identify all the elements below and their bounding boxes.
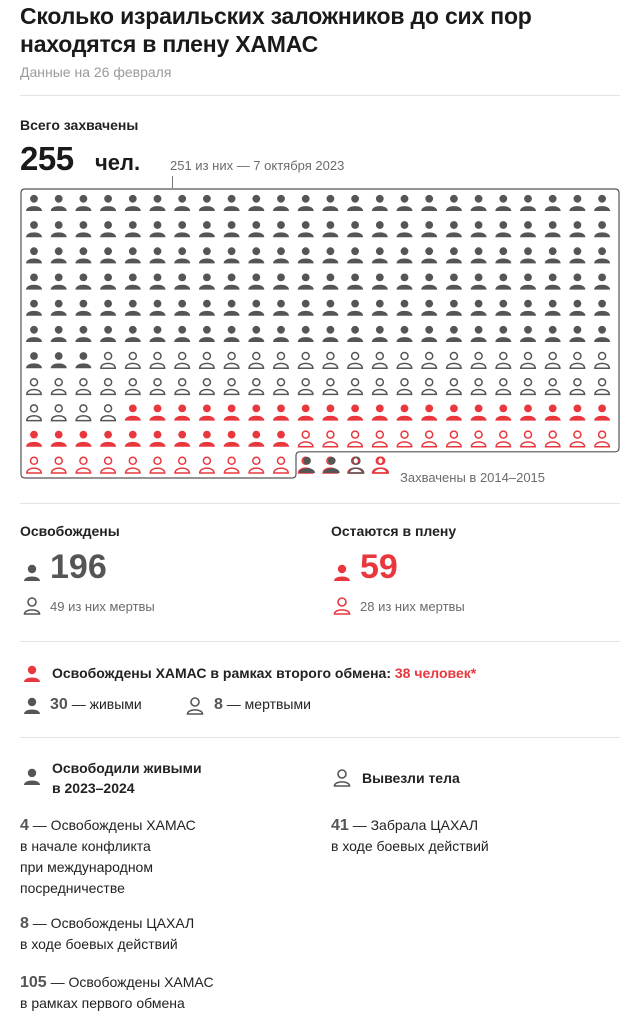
released-alive-icon [322, 221, 338, 237]
released-dead-icon [422, 353, 436, 369]
released-alive-icon [51, 326, 67, 342]
released-dead-icon [299, 353, 313, 369]
released-alive-icon [248, 247, 264, 263]
released-alive-icon [150, 221, 166, 237]
alive-item-1: 4 — Освобождены ХАМАС в начале конфликта при международном посредничестве [20, 817, 196, 896]
released-alive-icon [446, 195, 462, 211]
released-alive-icon [372, 195, 388, 211]
released-dead-icon [447, 379, 461, 395]
person-filled-icon [23, 664, 41, 684]
released-alive-icon [26, 274, 42, 290]
captive-alive-icon [520, 405, 536, 421]
released-alive-icon [26, 247, 42, 263]
captive-2014-dead-icon [374, 457, 388, 473]
released-alive-icon [224, 247, 240, 263]
person-filled-icon [23, 563, 41, 583]
captive-dead-icon [52, 457, 66, 473]
released-alive-icon [545, 300, 561, 316]
released-alive-icon [125, 274, 141, 290]
captive-dead-icon [570, 431, 584, 447]
total-label: Всего захвачены [20, 117, 139, 133]
released-dead-icon [175, 353, 189, 369]
released-dead-icon [274, 353, 288, 369]
released-alive-icon [471, 300, 487, 316]
captive-alive-icon [347, 405, 363, 421]
captive-dead-icon [447, 431, 461, 447]
released-dead-icon [200, 379, 214, 395]
released-alive-icon [51, 352, 67, 368]
released-alive-icon [421, 195, 437, 211]
released-dead-icon [397, 379, 411, 395]
released-alive-icon [224, 195, 240, 211]
released-alive-icon [545, 247, 561, 263]
released-alive-icon [174, 274, 190, 290]
captive-alive-icon [150, 405, 166, 421]
released-alive-icon [273, 326, 289, 342]
released-alive-icon [594, 274, 610, 290]
released-alive-icon [75, 352, 91, 368]
released-alive-icon [569, 195, 585, 211]
released-2014-alive-icon [299, 457, 315, 473]
released-alive-icon [471, 274, 487, 290]
released-dead-icon [249, 379, 263, 395]
released-dead-icon [546, 379, 560, 395]
released-alive-icon [520, 274, 536, 290]
bodies-label: Вывезли тела [362, 770, 460, 786]
captive-dead-icon [595, 431, 609, 447]
captive-alive-icon [224, 405, 240, 421]
released-alive-icon [397, 300, 413, 316]
captive-alive-icon [248, 431, 264, 447]
released-alive-icon [446, 221, 462, 237]
captive-dead-icon [373, 431, 387, 447]
divider [20, 503, 620, 504]
released-alive-icon [545, 326, 561, 342]
released-dead-icon [471, 379, 485, 395]
released-alive-icon [100, 300, 116, 316]
released-alive-icon [569, 247, 585, 263]
released-alive-icon [150, 300, 166, 316]
released-alive-icon [520, 326, 536, 342]
alive-item-2: 8 — Освобождены ЦАХАЛ в ходе боевых действий [20, 915, 195, 952]
released-dead-icon [200, 353, 214, 369]
released-dead-icon [373, 379, 387, 395]
divider [20, 737, 620, 738]
released-alive-icon [100, 195, 116, 211]
released-alive-icon [347, 221, 363, 237]
captive-dead-icon [150, 457, 164, 473]
released-dead-icon [76, 379, 90, 395]
released-alive-icon [273, 247, 289, 263]
released-alive-icon [125, 247, 141, 263]
person-filled-icon [23, 696, 41, 716]
released-alive-icon [520, 195, 536, 211]
released-alive-icon [174, 326, 190, 342]
captive-alive-icon [224, 431, 240, 447]
released-alive-icon [224, 326, 240, 342]
released-alive-icon [545, 195, 561, 211]
released-alive-icon [520, 300, 536, 316]
released-dead-icon [595, 353, 609, 369]
released-alive-icon [594, 195, 610, 211]
captive-alive-icon [150, 431, 166, 447]
captive-dead-icon [27, 457, 41, 473]
captive-alive-icon [372, 405, 388, 421]
alive-2023-2024-label: Освободили живыми в 2023–2024 [52, 760, 202, 796]
released-alive-icon [471, 247, 487, 263]
released-alive-icon [347, 326, 363, 342]
released-alive-icon [298, 300, 314, 316]
released-alive-icon [397, 274, 413, 290]
captive-alive-icon [248, 405, 264, 421]
released-dead-icon [126, 353, 140, 369]
person-outline-icon [333, 596, 351, 616]
released-alive-icon [125, 195, 141, 211]
released-alive-icon [298, 195, 314, 211]
released-dead-icon [546, 353, 560, 369]
captive-value: 59 [360, 548, 398, 586]
oct7-group-border [21, 189, 619, 478]
released-alive-icon [273, 221, 289, 237]
exchange-alive: 30 — живыми [50, 696, 142, 713]
released-alive-icon [224, 300, 240, 316]
released-alive-icon [298, 221, 314, 237]
released-alive-icon [199, 195, 215, 211]
released-alive-icon [446, 300, 462, 316]
released-dead-icon [27, 379, 41, 395]
released-alive-icon [26, 352, 42, 368]
captive-dead-icon [249, 457, 263, 473]
released-alive-icon [125, 326, 141, 342]
released-dead-icon [150, 353, 164, 369]
released-alive-icon [75, 221, 91, 237]
released-alive-icon [199, 300, 215, 316]
captive-dead-icon [274, 457, 288, 473]
released-alive-icon [199, 326, 215, 342]
released-alive-icon [298, 326, 314, 342]
released-alive-icon [569, 274, 585, 290]
released-dead-icon [101, 379, 115, 395]
released-alive-icon [520, 247, 536, 263]
released-alive-icon [421, 300, 437, 316]
released-dead-icon [570, 379, 584, 395]
released-alive-icon [446, 247, 462, 263]
captive-dead-icon [224, 457, 238, 473]
released-alive-icon [421, 326, 437, 342]
captive-dead-icon [546, 431, 560, 447]
released-alive-icon [322, 195, 338, 211]
released-alive-icon [446, 326, 462, 342]
captive-alive-icon [75, 431, 91, 447]
released-alive-icon [322, 274, 338, 290]
released-alive-icon [273, 300, 289, 316]
released-dead-icon [52, 379, 66, 395]
total-value: 255 [20, 140, 74, 177]
released-alive-icon [298, 247, 314, 263]
released-alive-icon [594, 247, 610, 263]
released-alive-icon [446, 274, 462, 290]
total-note: 251 из них — 7 октября 2023 [170, 158, 345, 173]
released-alive-icon [421, 247, 437, 263]
released-label: Освобождены [20, 523, 120, 539]
person-outline-icon [23, 596, 41, 616]
released-alive-icon [224, 221, 240, 237]
captive-alive-icon [199, 431, 215, 447]
captive-dead-icon [101, 457, 115, 473]
released-dead-icon [323, 379, 337, 395]
captive-dead-icon [496, 431, 510, 447]
released-alive-icon [174, 300, 190, 316]
total-note-tick [172, 176, 173, 188]
captive-dead-icon [348, 431, 362, 447]
released-alive-icon [545, 274, 561, 290]
released-dead-icon [274, 379, 288, 395]
released-dead-icon [52, 405, 66, 421]
released-dead-icon [570, 353, 584, 369]
captive-alive-icon [26, 431, 42, 447]
released-alive-icon [273, 274, 289, 290]
released-alive-icon [150, 274, 166, 290]
released-alive-icon [100, 247, 116, 263]
released-alive-icon [372, 221, 388, 237]
released-alive-icon [594, 300, 610, 316]
captive-alive-icon [174, 431, 190, 447]
released-alive-icon [150, 326, 166, 342]
released-alive-icon [545, 221, 561, 237]
released-alive-icon [421, 274, 437, 290]
released-dead-icon [175, 379, 189, 395]
released-alive-icon [75, 300, 91, 316]
released-alive-icon [569, 221, 585, 237]
released-dead-icon [323, 353, 337, 369]
released-alive-icon [125, 221, 141, 237]
released-alive-icon [495, 326, 511, 342]
legend-2014-label: Захвачены в 2014–2015 [400, 470, 546, 485]
released-alive-icon [199, 274, 215, 290]
released-dead-icon [126, 379, 140, 395]
captive-dead-icon [323, 431, 337, 447]
released-dead-icon [521, 353, 535, 369]
released-dead-icon [150, 379, 164, 395]
captive-alive-icon [421, 405, 437, 421]
released-alive-icon [569, 300, 585, 316]
released-alive-icon [322, 300, 338, 316]
captive-dead-icon [521, 431, 535, 447]
released-alive-icon [248, 326, 264, 342]
released-dead-icon [27, 405, 41, 421]
released-alive-icon [100, 274, 116, 290]
released-alive-icon [26, 195, 42, 211]
released-alive-icon [150, 247, 166, 263]
released-alive-icon [199, 247, 215, 263]
captive-dead-icon [200, 457, 214, 473]
alive-item-3: 105 — Освобождены ХАМАС в рамках первого обмена [20, 974, 214, 1011]
bodies-item: 41 — Забрала ЦАХАЛ в ходе боевых действий [331, 817, 489, 854]
released-dead-icon [595, 379, 609, 395]
released-alive-icon [594, 326, 610, 342]
captive-alive-icon [273, 405, 289, 421]
captive-dead-icon [76, 457, 90, 473]
released-alive-icon [347, 195, 363, 211]
captive-alive-icon [51, 431, 67, 447]
released-alive-icon [51, 274, 67, 290]
released-dead-icon [496, 353, 510, 369]
released-alive-icon [397, 221, 413, 237]
released-dead-icon [422, 379, 436, 395]
captive-dead-icon [348, 457, 362, 473]
captive-dead-icon [471, 431, 485, 447]
released-alive-icon [397, 195, 413, 211]
released-alive-icon [26, 300, 42, 316]
captive-dead-icon [299, 431, 313, 447]
released-alive-icon [347, 274, 363, 290]
released-dead-icon [101, 405, 115, 421]
released-alive-icon [51, 195, 67, 211]
released-alive-icon [125, 300, 141, 316]
released-alive-icon [51, 300, 67, 316]
released-alive-icon [495, 274, 511, 290]
released-dead-icon [521, 379, 535, 395]
released-dead-icon [101, 353, 115, 369]
released-alive-icon [273, 195, 289, 211]
released-alive-icon [372, 300, 388, 316]
released-alive-icon [471, 221, 487, 237]
captive-alive-icon [397, 405, 413, 421]
captive-dead-icon [397, 431, 411, 447]
released-dead-icon [471, 353, 485, 369]
released-alive-icon [174, 221, 190, 237]
captive-dead-icon [299, 457, 313, 473]
captive-alive-icon [125, 431, 141, 447]
released-alive-icon [150, 195, 166, 211]
released-alive-icon [100, 221, 116, 237]
released-alive-icon [397, 247, 413, 263]
captive-alive-icon [594, 405, 610, 421]
released-alive-icon [495, 247, 511, 263]
page-title: Сколько израильских заложников до сих пор находятся в плену ХАМАС [20, 3, 532, 57]
released-alive-icon [75, 274, 91, 290]
exchange-dead: 8 — мертвыми [214, 696, 311, 713]
released-alive-icon [100, 326, 116, 342]
released-alive-icon [520, 221, 536, 237]
released-alive-icon [471, 326, 487, 342]
released-2014-dead-icon [349, 457, 363, 473]
captive-dead-note: 28 из них мертвы [360, 599, 465, 614]
captive-alive-icon [569, 405, 585, 421]
total-unit: чел. [95, 150, 141, 175]
released-dead-icon [348, 379, 362, 395]
released-dead-icon [397, 353, 411, 369]
person-outline-icon [186, 696, 204, 716]
released-dead-icon [224, 353, 238, 369]
released-alive-icon [224, 274, 240, 290]
released-alive-icon [495, 195, 511, 211]
captive-dead-icon [175, 457, 189, 473]
released-alive-icon [372, 326, 388, 342]
released-alive-icon [248, 221, 264, 237]
captive-dead-icon [323, 457, 337, 473]
released-dead-icon [447, 353, 461, 369]
captive-dead-icon [422, 431, 436, 447]
released-dead-icon [496, 379, 510, 395]
captive-alive-icon [446, 405, 462, 421]
released-alive-icon [372, 247, 388, 263]
released-alive-icon [347, 300, 363, 316]
exchange-label: Освобождены ХАМАС в рамках второго обмена: 38 человек* [52, 665, 477, 681]
captive-alive-icon [298, 405, 314, 421]
person-filled-icon [23, 767, 41, 787]
released-alive-icon [248, 195, 264, 211]
captive-alive-icon [495, 405, 511, 421]
released-alive-icon [75, 247, 91, 263]
released-dead-note: 49 из них мертвы [50, 599, 155, 614]
exchange-count: 38 человек* [394, 665, 477, 681]
released-alive-icon [347, 247, 363, 263]
released-alive-icon [471, 195, 487, 211]
released-alive-icon [397, 326, 413, 342]
captive-dead-icon [373, 457, 387, 473]
captive-dead-icon [126, 457, 140, 473]
released-alive-icon [298, 274, 314, 290]
released-alive-icon [75, 195, 91, 211]
released-dead-icon [348, 353, 362, 369]
released-alive-icon [421, 221, 437, 237]
released-alive-icon [322, 326, 338, 342]
person-outline-icon [333, 768, 351, 788]
released-alive-icon [594, 221, 610, 237]
captive-alive-icon [545, 405, 561, 421]
released-alive-icon [248, 274, 264, 290]
person-filled-icon [333, 563, 351, 583]
released-dead-icon [373, 353, 387, 369]
released-2014-alive-icon [324, 457, 340, 473]
captive-alive-icon [100, 431, 116, 447]
date-subtitle: Данные на 26 февраля [20, 64, 172, 80]
released-alive-icon [26, 326, 42, 342]
captive-alive-icon [199, 405, 215, 421]
released-alive-icon [495, 300, 511, 316]
released-alive-icon [199, 221, 215, 237]
captive-alive-icon [174, 405, 190, 421]
released-alive-icon [26, 221, 42, 237]
released-alive-icon [322, 247, 338, 263]
released-dead-icon [224, 379, 238, 395]
captive-alive-icon [125, 405, 141, 421]
divider [20, 641, 620, 642]
divider [20, 95, 620, 96]
released-dead-icon [299, 379, 313, 395]
captive-alive-icon [471, 405, 487, 421]
released-alive-icon [51, 247, 67, 263]
released-alive-icon [248, 300, 264, 316]
released-alive-icon [75, 326, 91, 342]
released-alive-icon [51, 221, 67, 237]
released-dead-icon [76, 405, 90, 421]
released-alive-icon [569, 326, 585, 342]
captive-alive-icon [273, 431, 289, 447]
captive-label: Остаются в плену [331, 523, 457, 539]
released-dead-icon [249, 353, 263, 369]
released-alive-icon [372, 274, 388, 290]
released-value: 196 [50, 548, 107, 586]
released-alive-icon [174, 195, 190, 211]
released-alive-icon [174, 247, 190, 263]
released-alive-icon [495, 221, 511, 237]
captive-alive-icon [322, 405, 338, 421]
